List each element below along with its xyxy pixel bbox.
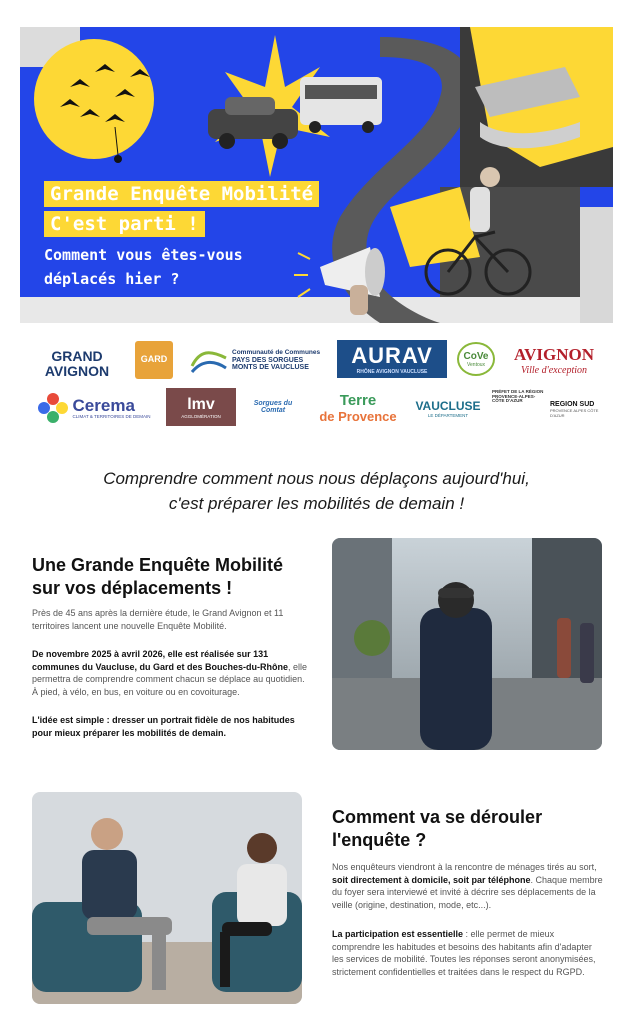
logo-prefet-line1: PRÉFET DE LA RÉGION PROVENCE-ALPES-CÔTE D'AZUR bbox=[492, 389, 544, 404]
section2-paragraph1-a: Nos enquêteurs viendront à la rencontre de ménages tirés au sort, bbox=[332, 862, 597, 872]
logo-avignon bbox=[504, 342, 604, 378]
logo-grand-avignon-line1: GRAND bbox=[51, 348, 103, 365]
logo-region-sud bbox=[550, 390, 604, 428]
hero-banner bbox=[20, 27, 613, 323]
section2-title: Comment va se dérouler l'enquête ? bbox=[332, 807, 543, 850]
sorgues-wave-icon bbox=[190, 346, 228, 376]
logo-sorgues bbox=[182, 340, 332, 382]
interview-photo-illustration bbox=[32, 792, 302, 1004]
hero-subtitle: Comment vous êtes-vous déplacés hier ? bbox=[44, 246, 243, 288]
section1-paragraph2 bbox=[32, 648, 312, 698]
logo-terre-provence-line2: de Provence bbox=[319, 409, 397, 424]
section1-paragraph2-rest: , elle permettra de comprendre comment chacun se déplace au quotidien. À pied, à vélo, en bus, en voiture ou en covoiturage. bbox=[32, 661, 308, 697]
section2-paragraph2 bbox=[332, 928, 604, 978]
logo-avignon-line1: AVIGNON bbox=[514, 344, 594, 364]
logo-aurav-line1: AURAV bbox=[351, 343, 433, 368]
logo-terre-provence-line1: Terre bbox=[339, 392, 377, 409]
logo-sorgues-line1: Communauté de Communes bbox=[232, 349, 321, 357]
logo-region-sud-line2: PROVENCE ALPES CÔTE D'AZUR bbox=[550, 407, 599, 418]
logo-cerema bbox=[28, 388, 158, 428]
logo-sorgues-comtat-line1: Sorgues du Comtat bbox=[253, 399, 293, 414]
logo-avignon-line2: Ville d'exception bbox=[520, 364, 588, 376]
tagline bbox=[40, 466, 593, 516]
hero-title bbox=[44, 181, 319, 241]
logo-gard bbox=[135, 341, 173, 379]
street-photo-illustration bbox=[332, 538, 602, 750]
logo-cerema-line2: CLIMAT & TERRITOIRES DE DEMAIN bbox=[72, 413, 151, 419]
logo-cove bbox=[457, 342, 495, 376]
tagline-line2: c'est préparer les mobilités de demain ! bbox=[168, 494, 465, 513]
tagline-line1: Comprendre comment nous nous déplaçons aujourd'hui, bbox=[103, 469, 530, 488]
logo-sorgues-comtat bbox=[248, 388, 298, 426]
section2-paragraph1-b: . Chaque membre du foyer sera interviewé et invité à décrire ses déplacements de la veille (origine, destination, mode, etc...). bbox=[332, 874, 603, 910]
logo-lmv bbox=[166, 388, 236, 426]
logo-cove-line1: CoVe bbox=[463, 350, 489, 362]
logo-vaucluse-line2: LE DÉPARTEMENT bbox=[427, 412, 469, 418]
logo-grand-avignon-line2: AVIGNON bbox=[44, 363, 110, 379]
logo-sorgues-line2: PAYS DES SORGUES MONTS DE VAUCLUSE bbox=[232, 357, 309, 372]
hero-title-line1: Grande Enquête Mobilité bbox=[44, 181, 319, 207]
cerema-flower-icon bbox=[36, 391, 70, 425]
section1-title: Une Grande Enquête Mobilité sur vos déplacements ! bbox=[32, 555, 284, 598]
section1-paragraph2-bold: De novembre 2025 à avril 2026, elle est réalisée sur 131 communes du Vaucluse, du Gard et des Bouches-du-Rhône bbox=[32, 649, 289, 672]
logo-region-sud-line1: REGION SUD bbox=[550, 400, 595, 408]
section2-paragraph1-bold: soit directement à domicile, soit par téléphone bbox=[332, 874, 531, 885]
photo-interview bbox=[32, 792, 302, 1004]
logo-lmv-line1: lmv bbox=[187, 395, 215, 413]
section2-paragraph2-bold: La participation est essentielle bbox=[332, 929, 464, 939]
logo-lmv-line2: AGGLOMÉRATION bbox=[181, 413, 221, 419]
section2-paragraph1 bbox=[332, 861, 604, 911]
section2-paragraph2-rest: : elle permet de mieux comprendre les habitudes et besoins des habitants afin d'adapter les services de mobilité. Toutes les réponses seront anonymisées, strictement confidentielles et traitées dans le respect du RGPD. bbox=[332, 929, 596, 977]
logo-gard-line1: GARD bbox=[140, 354, 168, 365]
logo-vaucluse bbox=[413, 392, 483, 424]
logo-aurav bbox=[337, 340, 447, 378]
partner-logos bbox=[20, 336, 613, 436]
section1-paragraph1: Près de 45 ans après la dernière étude, le Grand Avignon et 11 territoires lancent une nouvelle Enquête Mobilité. bbox=[32, 608, 284, 631]
logo-cerema-line1: Cerema bbox=[72, 395, 135, 415]
logo-vaucluse-line1: VAUCLUSE bbox=[415, 398, 481, 413]
logo-grand-avignon bbox=[28, 344, 126, 384]
logo-terre-provence bbox=[310, 388, 406, 428]
hero-title-line2: C'est parti ! bbox=[44, 211, 205, 237]
section1-paragraph3-bold: L'idée est simple : dresser un portrait fidèle de nos habitudes pour mieux préparer les mobilités de demain. bbox=[32, 715, 295, 738]
photo-street-pedestrian bbox=[332, 538, 602, 750]
section1-paragraph3 bbox=[32, 714, 312, 739]
logo-cove-line2: Ventoux bbox=[466, 361, 486, 368]
logo-aurav-line2: RHÔNE AVIGNON VAUCLUSE bbox=[356, 369, 428, 375]
logo-prefet bbox=[492, 390, 544, 428]
